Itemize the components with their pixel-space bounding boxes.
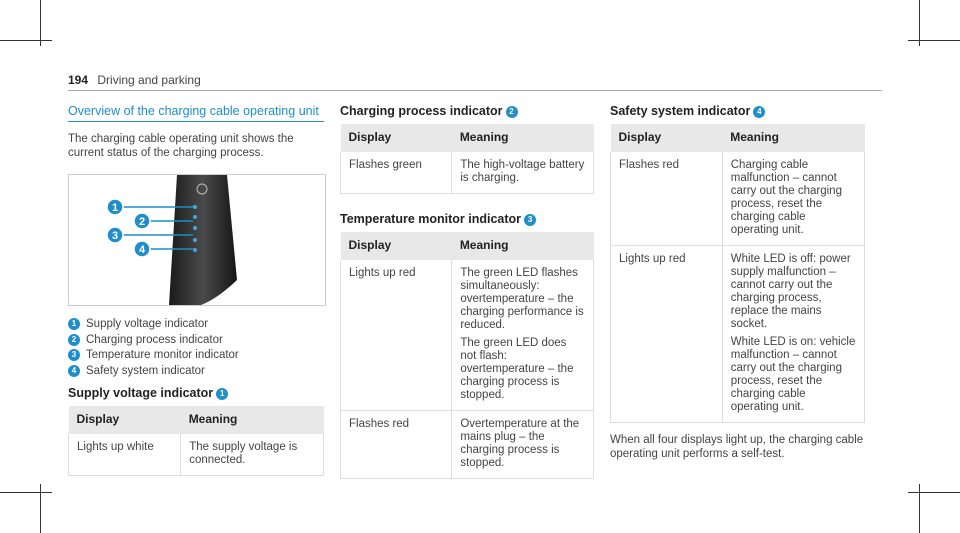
operating-unit-svg: [69, 175, 325, 305]
column-2: [340, 104, 594, 479]
heading-badge: 2: [506, 106, 518, 118]
callout-2: [134, 213, 150, 229]
legend-badge: 2: [68, 334, 80, 346]
charging-process-table: [340, 124, 594, 194]
meaning-cell: [722, 246, 864, 423]
overview-title: Overview of the charging cable operating unit: [68, 104, 324, 122]
col-display: Display: [611, 124, 723, 152]
col-display: Display: [341, 232, 452, 260]
heading-text: Charging process indicator: [340, 104, 503, 118]
supply-voltage-heading: [68, 386, 324, 400]
table-row: [341, 152, 594, 194]
display-cell: Flashes red: [611, 152, 723, 246]
safety-system-table: [610, 124, 865, 423]
svg-text:3: 3: [111, 230, 119, 242]
table-row: [69, 434, 324, 476]
table-row: [341, 260, 594, 411]
svg-text:2: 2: [138, 216, 146, 228]
heading-badge: 3: [524, 214, 536, 226]
crop-mark: [0, 40, 52, 41]
col-meaning: Meaning: [452, 124, 594, 152]
display-cell: Lights up red: [341, 260, 452, 411]
crop-mark: [0, 492, 52, 493]
self-test-note: When all four displays light up, the charging cable operating unit performs a self-test.: [610, 434, 864, 460]
overview-text: The charging cable operating unit shows the current status of the charging process.: [68, 133, 294, 159]
heading-text: Safety system indicator: [610, 104, 751, 118]
meaning-cell: The high-voltage battery is charging.: [452, 152, 594, 194]
operating-unit-illustration: [68, 174, 326, 306]
legend-label: Temperature monitor indicator: [86, 349, 239, 362]
display-cell: Flashes green: [341, 152, 452, 194]
legend-label: Safety system indicator: [86, 364, 205, 377]
legend-item: [68, 334, 324, 348]
indicator-legend: [68, 318, 324, 378]
legend-badge: 4: [68, 365, 80, 377]
legend-item: [68, 365, 324, 379]
col-display: Display: [69, 406, 181, 434]
col-display: Display: [341, 124, 452, 152]
meaning-cell: [452, 260, 594, 411]
table-row: [341, 411, 594, 479]
callout-4: [134, 241, 150, 257]
svg-text:4: 4: [138, 244, 146, 256]
meaning-cell: The supply voltage is connected.: [181, 434, 324, 476]
legend-badge: 3: [68, 349, 80, 361]
charging-process-heading: [340, 104, 594, 118]
display-cell: Lights up white: [69, 434, 181, 476]
crop-mark: [908, 40, 960, 41]
temperature-monitor-heading: [340, 212, 594, 226]
svg-text:1: 1: [111, 202, 119, 214]
supply-voltage-table: [68, 406, 324, 476]
meaning-paragraph: The green LED does not flash: overtemperature – the charging process is stopped.: [460, 337, 574, 401]
heading-text: Supply voltage indicator: [68, 386, 214, 401]
crop-mark: [908, 492, 960, 493]
page-number: 194: [68, 73, 89, 87]
safety-system-heading: [610, 104, 865, 118]
section-title: Driving and parking: [97, 73, 201, 87]
heading-badge: 1: [216, 388, 228, 400]
callout-3: [107, 227, 123, 243]
meaning-cell: Overtemperature at the mains plug – the charging process is stopped.: [452, 411, 594, 479]
header-rule: [68, 90, 882, 91]
col-meaning: Meaning: [722, 124, 864, 152]
table-row: [611, 246, 865, 423]
temperature-monitor-table: [340, 232, 594, 479]
callout-1: [107, 199, 123, 215]
legend-item: [68, 318, 324, 332]
meaning-paragraph: White LED is off: power supply malfunction – cannot carry out the charging process, replace the mains socket.: [730, 253, 851, 330]
table-row: [611, 152, 865, 246]
legend-badge: 1: [68, 318, 80, 330]
display-cell: Lights up red: [611, 246, 723, 423]
legend-label: Supply voltage indicator: [86, 318, 209, 331]
page-header: [68, 73, 201, 87]
col-meaning: Meaning: [181, 406, 324, 434]
meaning-paragraph: White LED is on: vehicle malfunction – cannot carry out the charging process, reset the charging cable operating unit.: [730, 336, 856, 413]
column-1: [68, 104, 324, 476]
meaning-paragraph: The green LED flashes simultaneously: overtemperature – the charging performance is reduced.: [460, 267, 584, 331]
legend-label: Charging process indicator: [86, 333, 223, 346]
display-cell: Flashes red: [341, 411, 452, 479]
legend-item: [68, 349, 324, 363]
meaning-cell: Charging cable malfunction – cannot carry out the charging process, reset the charging cable operating unit.: [722, 152, 864, 246]
heading-text: Temperature monitor indicator: [340, 212, 522, 226]
column-3: [610, 104, 865, 461]
col-meaning: Meaning: [452, 232, 594, 260]
heading-badge: 4: [753, 106, 765, 118]
